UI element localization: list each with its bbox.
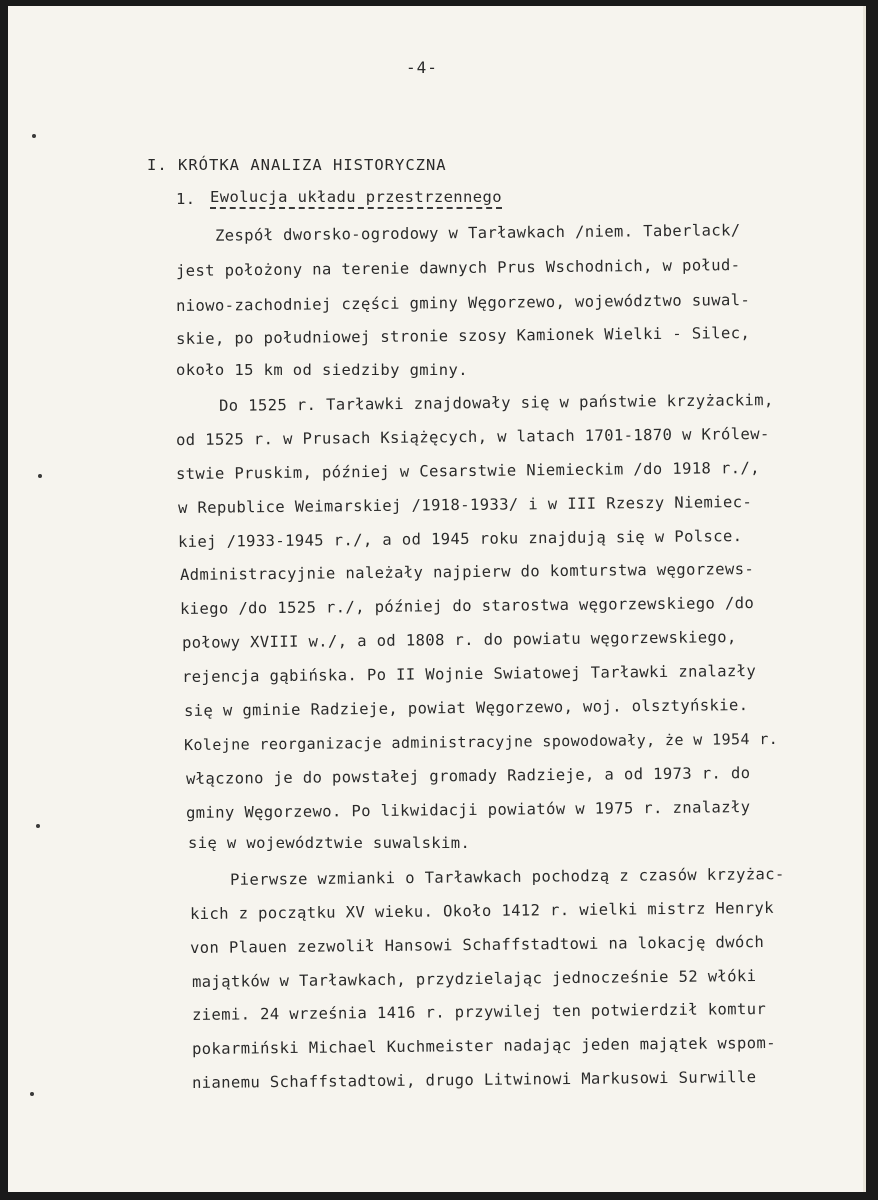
document-page	[8, 6, 866, 1192]
text-line: Pierwsze wzmianki o Tarławkach pochodzą z czasów krzyżac-	[229, 865, 785, 889]
text-line: von Plauen zezwolił Hansowi Schaffstadtowi na lokację dwóch	[189, 932, 765, 958]
text-line: nianemu Schaffstadtowi, drugo Litwinowi Markusowi Surwille	[191, 1068, 757, 1092]
section-number: I.	[147, 156, 168, 174]
punch-hole-mark	[30, 1092, 34, 1096]
punch-hole-mark	[38, 474, 42, 478]
text-line: majątków w Tarławkach, przydzielając jednocześnie 52 włóki	[191, 967, 757, 991]
subsection-number: 1.	[176, 190, 196, 208]
text-line: kich z początku XV wieku. Około 1412 r. wielki mistrz Henryk	[189, 898, 775, 924]
text-line: jest położony na terenie dawnych Prus Wschodnich, w połud-	[175, 256, 741, 280]
text-line: Kolejne reorganizacje administracyjne spowodowały, że w 1954 r.	[183, 729, 779, 755]
text-line: rejencja gąbińska. Po II Wojnie Swiatowej Tarławki znalazły	[181, 661, 757, 687]
text-line: około 15 km od siedziby gminy.	[176, 361, 468, 379]
text-line: kiej /1933-1945 r./, a od 1945 roku znajdują się w Polsce.	[177, 527, 743, 551]
text-line: kiego /do 1525 r./, później do starostwa węgorzewskiego /do	[179, 593, 755, 619]
punch-hole-mark	[36, 824, 40, 828]
text-line: od 1525 r. w Prusach Książęcych, w latach 1701-1870 w Królew-	[175, 424, 770, 450]
page-number: -4-	[406, 58, 438, 77]
text-line: pokarmiński Michael Kuchmeister nadając jeden majątek wspom-	[191, 1033, 777, 1059]
text-line: się w województwie suwalskim.	[188, 834, 471, 852]
text-line: Do 1525 r. Tarławki znajdowały się w państwie krzyżackim,	[218, 391, 774, 415]
text-line: w Republice Weimarskiej /1918-1933/ i w III Rzeszy Niemiec-	[177, 492, 753, 518]
section-title: KRÓTKA ANALIZA HISTORYCZNA	[178, 156, 447, 174]
text-line: się w gminie Radzieje, powiat Węgorzewo, woj. olsztyńskie.	[183, 696, 749, 720]
punch-hole-mark	[32, 134, 36, 138]
text-line: włączono je do powstałej gromady Radzieje, a od 1973 r. do	[185, 764, 751, 788]
subsection-title: Ewolucja układu przestrzennego	[210, 188, 502, 209]
text-line: Zespół dworsko-ogrodowy w Tarławkach /niem. Taberlack/	[214, 221, 741, 245]
text-line: skie, po południowej stronie szosy Kamionek Wielki - Silec,	[175, 323, 751, 349]
text-line: połowy XVIII w./, a od 1808 r. do powiatu węgorzewskiego,	[181, 628, 737, 652]
section-heading	[147, 156, 447, 174]
text-line: stwie Pruskim, później w Cesarstwie Niemieckim /do 1918 r./,	[175, 458, 761, 484]
text-line: ziemi. 24 września 1416 r. przywilej ten potwierdził komtur	[191, 999, 767, 1025]
text-line: gminy Węgorzewo. Po likwidacji powiatów w 1975 r. znalazły	[185, 798, 751, 822]
text-line: Administracyjnie należały najpierw do komturstwa węgorzews-	[179, 559, 755, 585]
text-line: niowo-zachodniej części gminy Węgorzewo, województwo suwal-	[175, 290, 751, 316]
